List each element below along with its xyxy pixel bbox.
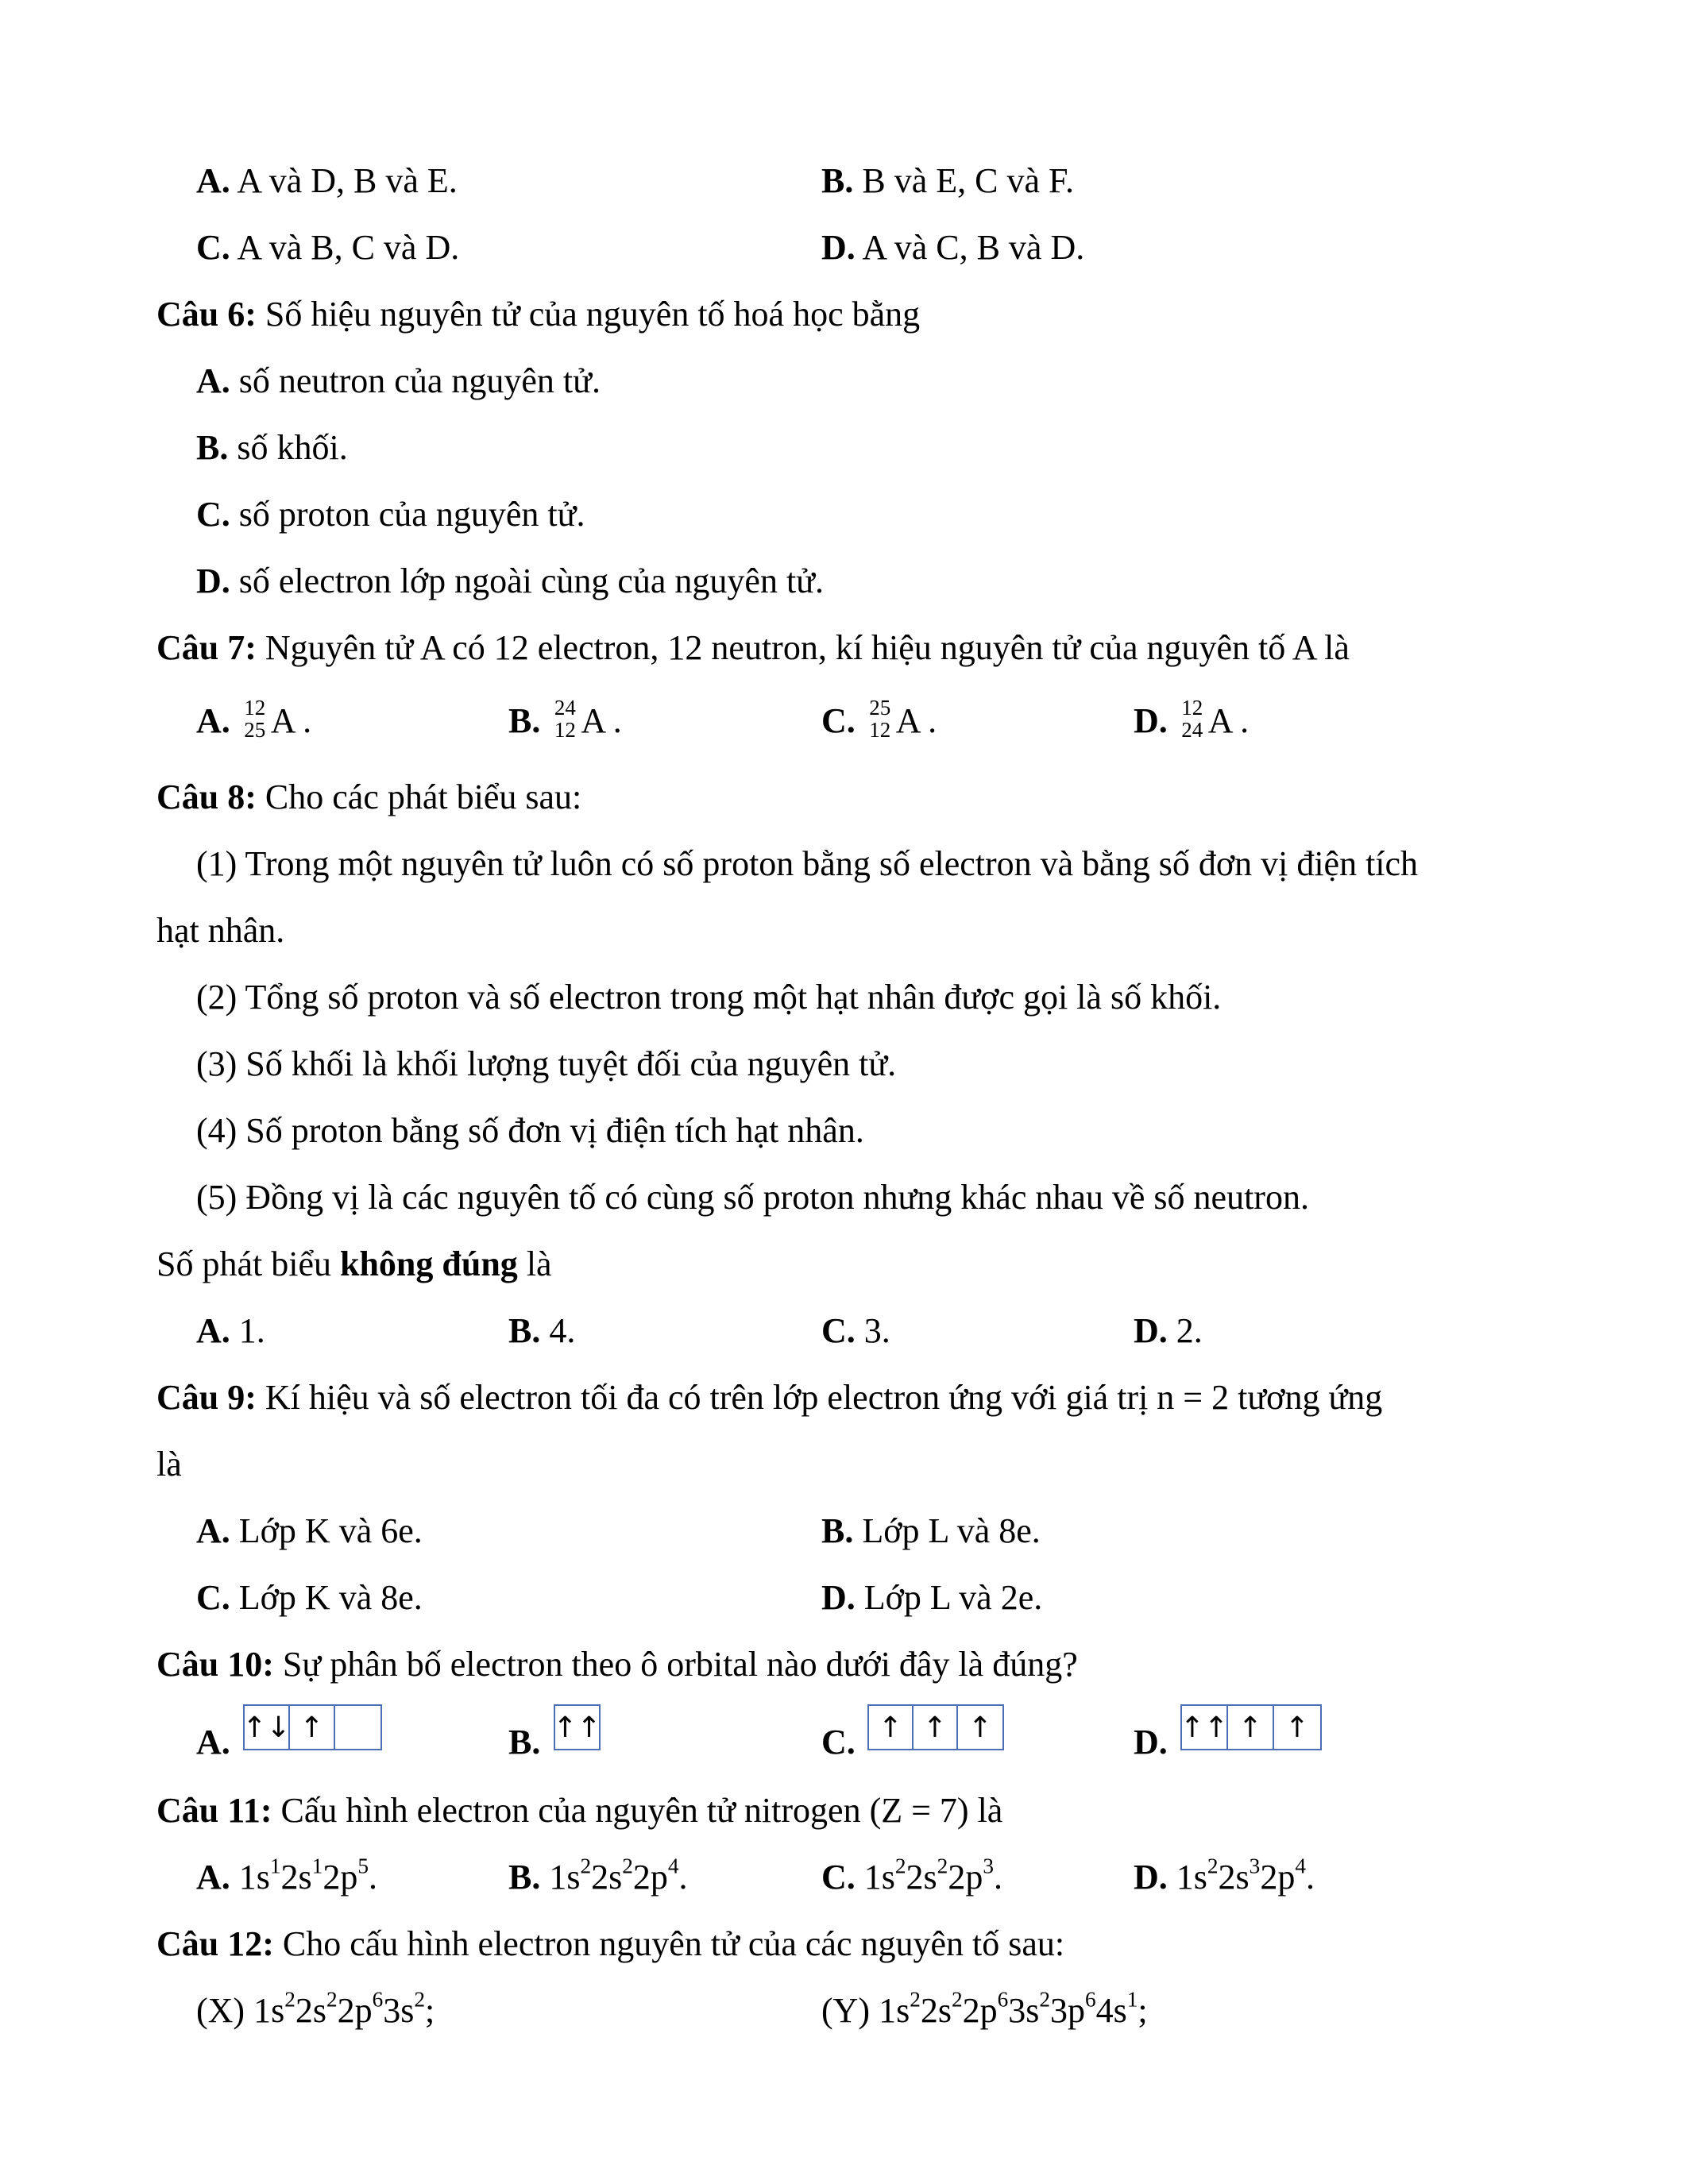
- q10-option-d-letter: [1134, 1725, 1168, 1760]
- config-exp: 2: [414, 1987, 426, 2012]
- option-letter: D.: [1134, 1723, 1168, 1761]
- option-letter: B.: [508, 701, 541, 740]
- question-stem: Cấu hình electron của nguyên tử nitrogen (Z = 7) là: [272, 1791, 1003, 1830]
- q11-question: [156, 1793, 1002, 1828]
- q8-option-a: [196, 1311, 265, 1350]
- config-exp: 2: [326, 1987, 338, 2012]
- config-term: 2s: [295, 1991, 326, 2030]
- config-term: 2s: [920, 1991, 952, 2030]
- option-text: số khối.: [228, 428, 348, 467]
- config-end: .: [368, 1858, 377, 1897]
- config-exp: 3: [983, 1854, 994, 1878]
- config-term: 3s: [383, 1991, 415, 2030]
- q5-option-a: [196, 161, 458, 200]
- option-letter: C.: [196, 495, 230, 534]
- option-letter: C.: [821, 1723, 856, 1761]
- config-term: 4s: [1095, 1991, 1127, 2030]
- q8-statement-1-cont: hạt nhân.: [156, 911, 285, 950]
- orbital-cell: ↑↑: [1182, 1706, 1228, 1749]
- question-label: Câu 8:: [156, 778, 257, 816]
- orbital-cell: ↑: [914, 1706, 958, 1749]
- isotope-notation: [239, 696, 271, 742]
- config-term: 1s: [230, 1858, 270, 1897]
- q11-option-d: [1134, 1854, 1315, 1897]
- isotope-notation: [1176, 696, 1208, 742]
- q9-question-cont: là: [156, 1445, 182, 1484]
- orbital-cell: ↑: [290, 1706, 335, 1749]
- option-text: Lớp K và 6e.: [230, 1511, 423, 1550]
- q10-question: [156, 1647, 1078, 1682]
- option-text: số proton của nguyên tử.: [230, 495, 585, 534]
- config-exp: 3: [1249, 1854, 1261, 1878]
- config-term: 2s: [906, 1858, 937, 1897]
- isotope-notation: [549, 696, 581, 742]
- element-symbol: A .: [581, 701, 622, 740]
- option-letter: B.: [508, 1723, 541, 1761]
- q9-option-d: [821, 1580, 1042, 1615]
- mass-number: 25: [869, 696, 891, 720]
- q8-statement-5: (5) Đồng vị là các nguyên tố có cùng số proton nhưng khác nhau về số neutron.: [196, 1178, 1309, 1217]
- option-text: A và B, C và D.: [230, 228, 460, 267]
- q7-option-c: [821, 696, 937, 742]
- q6-question: [156, 297, 920, 332]
- option-text: số neutron của nguyên tử.: [230, 361, 601, 400]
- q11-option-b: [508, 1854, 688, 1897]
- option-letter: C.: [196, 228, 230, 267]
- config-term: 2s: [1218, 1858, 1250, 1897]
- config-term: 2p: [337, 1991, 373, 2030]
- option-letter: D.: [1134, 701, 1168, 740]
- isotope-notation: [864, 696, 896, 742]
- mass-number: 12: [1181, 696, 1203, 720]
- option-letter: D.: [821, 1578, 856, 1617]
- option-text: A và C, B và D.: [855, 228, 1085, 267]
- question-stem: Cho cấu hình electron nguyên tử của các nguyên tố sau:: [273, 1924, 1065, 1963]
- option-letter: A.: [196, 161, 230, 200]
- option-letter: D.: [1134, 1858, 1168, 1897]
- atomic-number: 12: [554, 718, 576, 742]
- option-letter: B.: [508, 1858, 541, 1897]
- config-exp: 1: [1126, 1987, 1138, 2012]
- config-end: ;: [425, 1991, 435, 2030]
- question-stem: Kí hiệu và số electron tối đa có trên lớp electron ứng với giá trị n = 2 tương ứng: [256, 1378, 1383, 1417]
- config-exp: 4: [667, 1854, 679, 1878]
- option-letter: A.: [196, 701, 230, 740]
- option-letter: B.: [821, 161, 854, 200]
- q8-statement-4: (4) Số proton bằng số đơn vị điện tích hạt nhân.: [196, 1111, 864, 1150]
- config-exp: 1: [269, 1854, 281, 1878]
- ask-bold: không đúng: [339, 1244, 518, 1283]
- q7-option-d: [1134, 696, 1250, 742]
- question-label: Câu 12:: [156, 1924, 274, 1963]
- option-letter: A.: [196, 361, 230, 400]
- q11-option-c: [821, 1854, 1002, 1897]
- config-term: (X) 1s: [196, 1991, 285, 2030]
- q10-option-d-orbitals: [1180, 1704, 1322, 1750]
- config-exp: 2: [580, 1854, 592, 1878]
- config-term: 2p: [1260, 1858, 1296, 1897]
- option-letter: C.: [196, 1578, 230, 1617]
- config-term: 2s: [280, 1858, 312, 1897]
- question-stem: Số hiệu nguyên tử của nguyên tố hoá học bằng: [256, 295, 921, 334]
- config-term: 3p: [1050, 1991, 1086, 2030]
- q7-option-b: [508, 696, 622, 742]
- q12-question: [156, 1924, 1065, 1963]
- config-exp: 6: [372, 1987, 384, 2012]
- q10-option-b-orbitals: [554, 1704, 601, 1750]
- option-text: 4.: [540, 1311, 576, 1350]
- q6-option-a: [196, 361, 601, 400]
- option-text: Lớp K và 8e.: [230, 1578, 423, 1617]
- element-symbol: A .: [895, 701, 937, 740]
- q5-option-d: [821, 230, 1084, 265]
- config-term: 1s: [540, 1858, 581, 1897]
- option-letter: B.: [821, 1511, 854, 1550]
- config-exp: 2: [937, 1854, 948, 1878]
- option-text: Lớp L và 8e.: [853, 1511, 1041, 1550]
- q6-option-b: [196, 430, 348, 465]
- option-letter: A.: [196, 1311, 230, 1350]
- option-letter: D.: [821, 228, 856, 267]
- q10-option-b-letter: [508, 1725, 540, 1760]
- q6-option-c: [196, 497, 585, 532]
- question-label: Câu 10:: [156, 1645, 274, 1684]
- q8-option-c: [821, 1311, 890, 1350]
- q10-option-c-orbitals: [867, 1704, 1004, 1750]
- orbital-cell: ↑↓: [245, 1706, 290, 1749]
- config-end: .: [993, 1858, 1002, 1897]
- config-term: 1s: [1167, 1858, 1207, 1897]
- config-term: (Y) 1s: [821, 1991, 910, 2030]
- mass-number: 24: [554, 696, 576, 720]
- config-term: 3s: [1008, 1991, 1040, 2030]
- question-stem: Nguyên tử A có 12 electron, 12 neutron, kí hiệu nguyên tử của nguyên tố A là: [256, 628, 1350, 667]
- config-exp: 2: [910, 1987, 921, 2012]
- q12-config-y: [821, 1987, 1148, 2030]
- config-term: 2s: [591, 1858, 623, 1897]
- q10-option-a-letter: [196, 1725, 230, 1760]
- orbital-cell: ↑: [1284, 1711, 1310, 1744]
- q9-option-a: [196, 1511, 423, 1550]
- q8-option-b: [508, 1311, 576, 1350]
- config-exp: 4: [1295, 1854, 1306, 1878]
- config-exp: 1: [311, 1854, 323, 1878]
- option-text: A và D, B và E.: [230, 161, 458, 200]
- atomic-number: 25: [244, 718, 266, 742]
- config-exp: 2: [894, 1854, 906, 1878]
- q9-option-c: [196, 1580, 423, 1615]
- config-term: 2p: [632, 1858, 668, 1897]
- ask-post: là: [517, 1244, 552, 1283]
- option-letter: C.: [821, 701, 856, 740]
- question-stem: Cho các phát biểu sau:: [256, 778, 582, 816]
- config-term: 2p: [962, 1991, 998, 2030]
- question-label: Câu 11:: [156, 1791, 272, 1830]
- orbital-cell: ↑: [869, 1706, 914, 1749]
- option-letter: D.: [196, 561, 230, 600]
- q8-question: [156, 780, 581, 815]
- config-exp: 2: [1207, 1854, 1219, 1878]
- q6-option-d: [196, 561, 825, 600]
- q5-option-c: [196, 230, 459, 265]
- option-letter: A.: [196, 1858, 230, 1897]
- config-end: .: [678, 1858, 688, 1897]
- q7-option-a: [196, 696, 312, 742]
- q8-statement-1: (1) Trong một nguyên tử luôn có số proton bằng số electron và bằng số đơn vị điện tích: [196, 844, 1419, 883]
- config-term: 2p: [948, 1858, 983, 1897]
- config-exp: 6: [997, 1987, 1009, 2012]
- q11-option-a: [196, 1854, 377, 1897]
- question-label: Câu 9:: [156, 1378, 257, 1417]
- config-exp: 5: [357, 1854, 369, 1878]
- config-exp: 2: [1039, 1987, 1051, 2012]
- q8-statement-2: (2) Tổng số proton và số electron trong một hạt nhân được gọi là số khối.: [196, 978, 1222, 1017]
- q10-option-c-letter: [821, 1725, 856, 1760]
- option-text: B và E, C và F.: [853, 161, 1074, 200]
- question-label: Câu 7:: [156, 628, 257, 667]
- q5-option-b: [821, 161, 1074, 200]
- config-exp: 6: [1085, 1987, 1096, 2012]
- mass-number: 12: [244, 696, 266, 720]
- element-symbol: A .: [1207, 701, 1250, 740]
- option-letter: A.: [196, 1723, 230, 1761]
- config-end: ;: [1138, 1991, 1148, 2030]
- option-letter: D.: [1134, 1311, 1168, 1350]
- config-term: 2p: [323, 1858, 358, 1897]
- option-letter: B.: [196, 428, 229, 467]
- config-exp: 2: [622, 1854, 633, 1878]
- question-label: Câu 6:: [156, 295, 257, 334]
- q8-option-d: [1134, 1311, 1203, 1350]
- orbital-cell: ↑: [1228, 1706, 1274, 1749]
- atomic-number: 12: [869, 718, 891, 742]
- orbital-cell: [335, 1706, 380, 1749]
- option-text: số electron lớp ngoài cùng của nguyên tử.: [230, 561, 825, 600]
- question-stem: Sự phân bố electron theo ô orbital nào dưới đây là đúng?: [273, 1645, 1078, 1684]
- option-letter: C.: [821, 1858, 856, 1897]
- option-text: 2.: [1167, 1311, 1203, 1350]
- q9-option-b: [821, 1511, 1041, 1550]
- config-term: 1s: [855, 1858, 895, 1897]
- element-symbol: A .: [270, 701, 312, 740]
- q10-option-a-orbitals: [243, 1704, 382, 1750]
- atomic-number: 24: [1181, 718, 1203, 742]
- config-end: .: [1305, 1858, 1315, 1897]
- q8-ask: [156, 1244, 552, 1283]
- orbital-cell: ↑↑: [553, 1711, 601, 1744]
- option-letter: C.: [821, 1311, 856, 1350]
- ask-pre: Số phát biểu: [156, 1244, 340, 1283]
- config-exp: 2: [951, 1987, 963, 2012]
- q7-question: [156, 628, 1350, 667]
- option-text: Lớp L và 2e.: [855, 1578, 1043, 1617]
- q9-question: [156, 1380, 1382, 1415]
- option-letter: A.: [196, 1511, 230, 1550]
- option-text: 3.: [855, 1311, 890, 1350]
- q8-statement-3: (3) Số khối là khối lượng tuyệt đối của nguyên tử.: [196, 1044, 897, 1083]
- orbital-cell: ↑: [968, 1711, 993, 1744]
- q12-config-x: [196, 1987, 435, 2030]
- option-text: 1.: [230, 1311, 265, 1350]
- option-letter: B.: [508, 1311, 541, 1350]
- config-exp: 2: [284, 1987, 295, 2012]
